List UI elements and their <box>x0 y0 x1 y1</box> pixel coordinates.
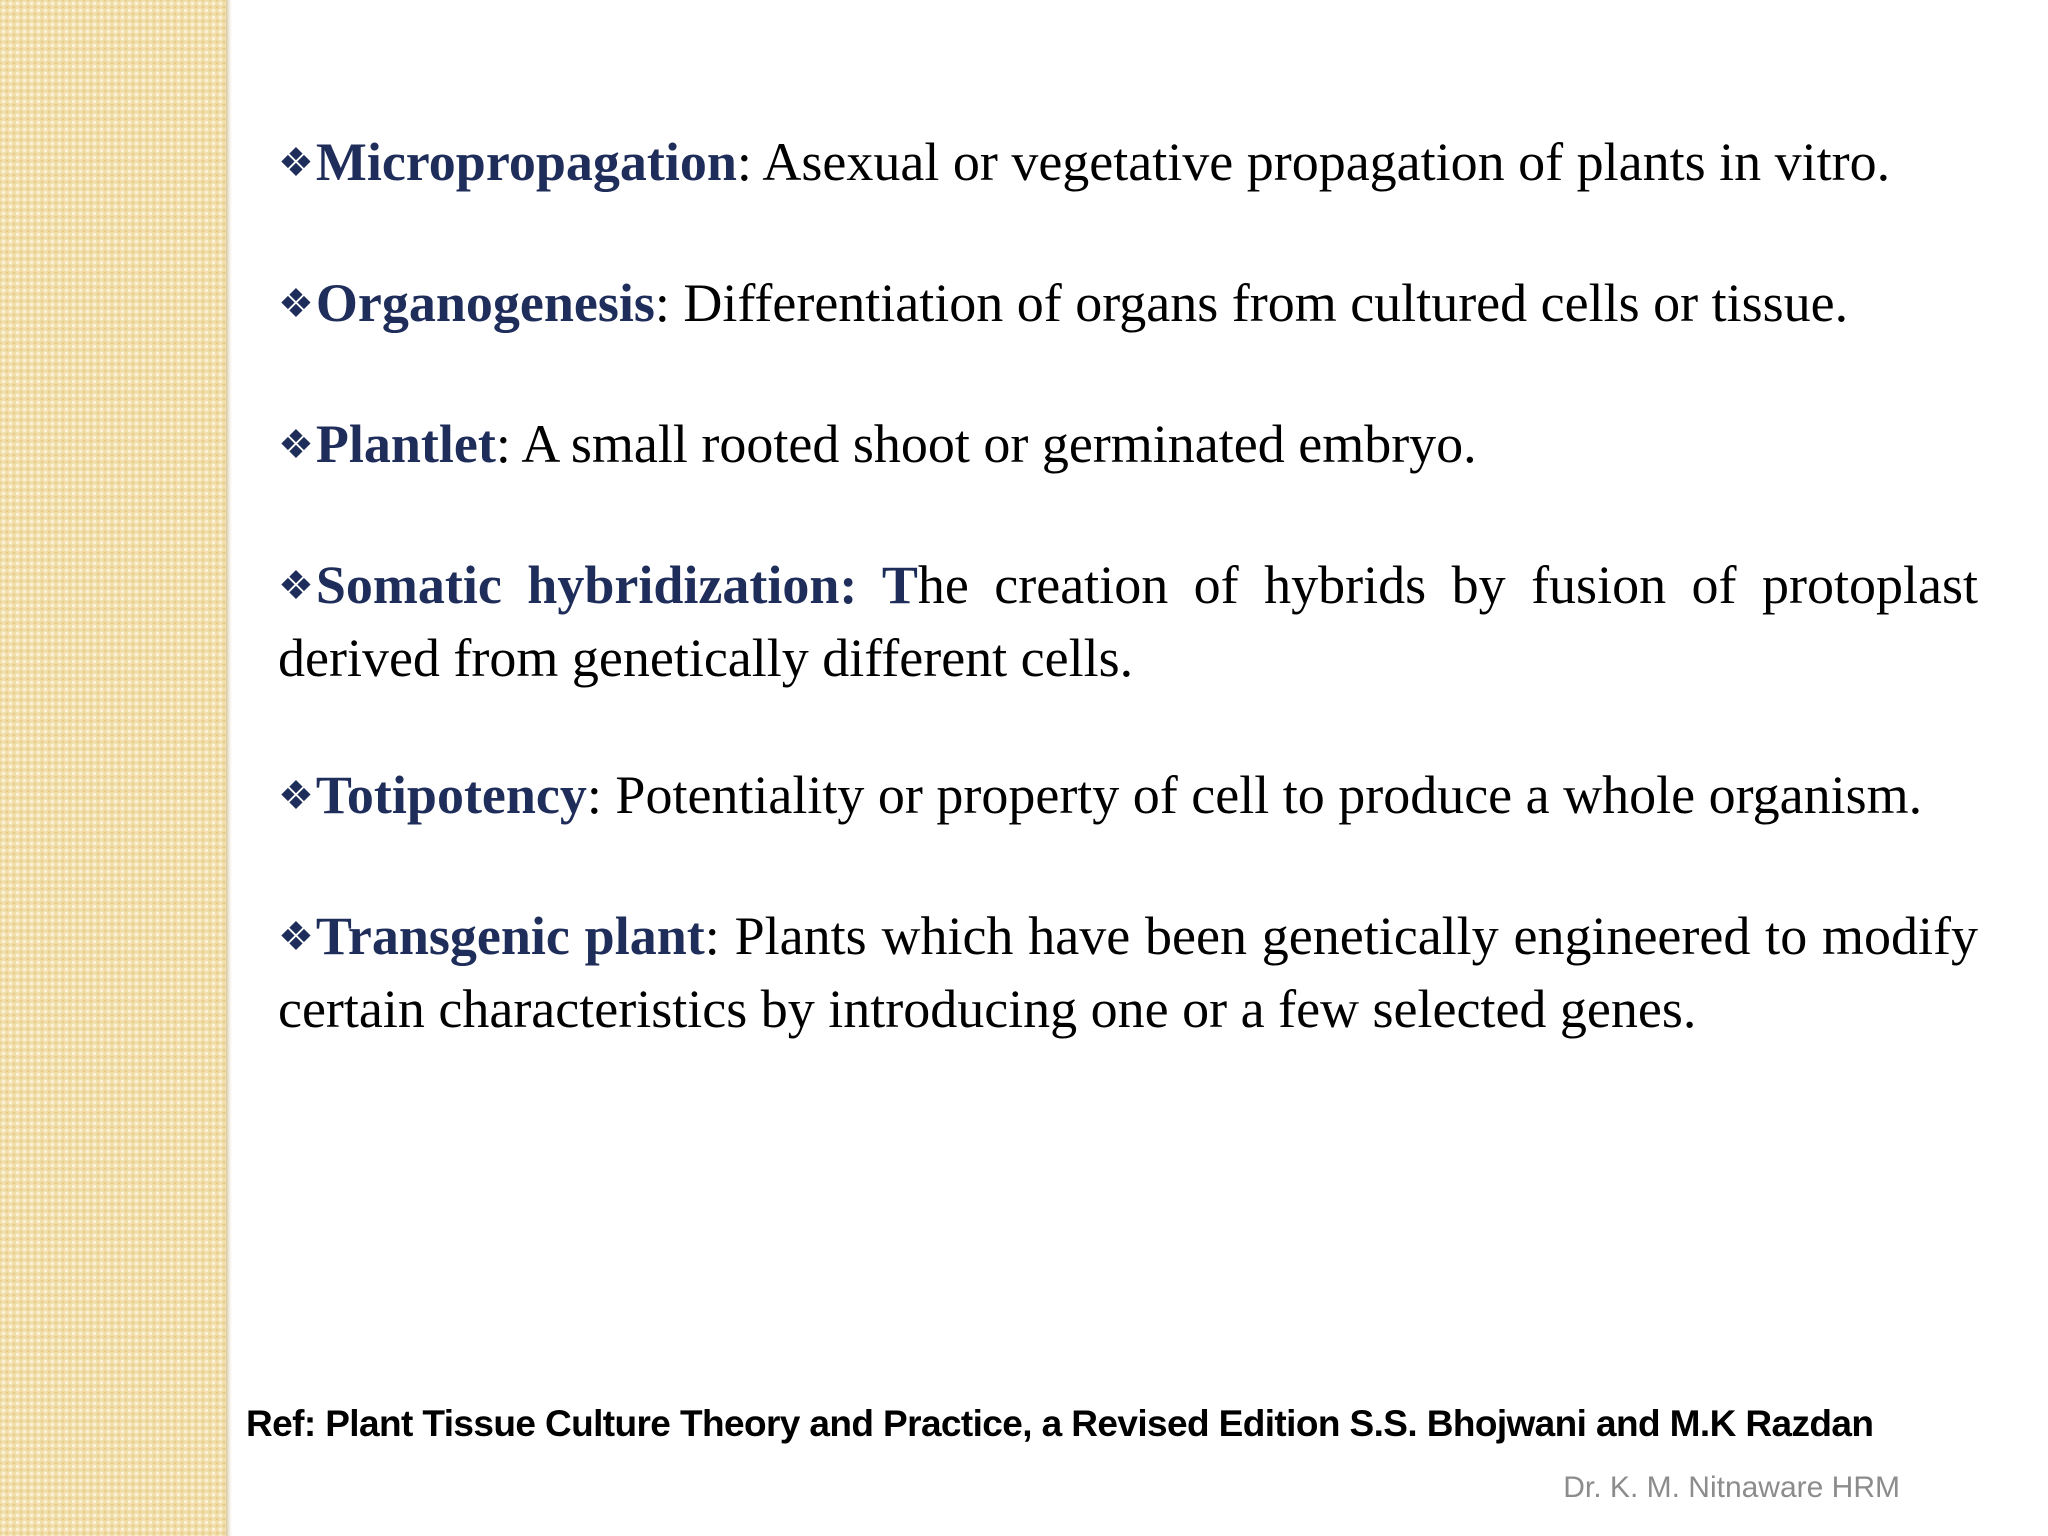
definition-text: Plants which have been genetically engineered to modify certain characteristics by introducing one or a few selected genes. <box>278 906 1979 1039</box>
definition-text: Asexual or vegetative propagation of plants in vitro. <box>751 132 1891 192</box>
definition-item-transgenic-plant <box>278 902 1978 1044</box>
definition-term: Transgenic plant <box>315 906 705 966</box>
diamond-bullet-icon: ❖ <box>278 140 314 185</box>
definition-item-micropropagation <box>278 128 1978 201</box>
definition-term: Somatic hybridization: T <box>315 555 918 615</box>
definition-item-organogenesis <box>278 269 1978 342</box>
diamond-bullet-icon: ❖ <box>278 422 314 467</box>
definition-separator: : <box>704 906 720 966</box>
definition-term: Plantlet <box>315 414 496 474</box>
side-strip-shadow <box>226 0 232 1536</box>
definition-text: Potentiality or property of cell to produce a whole organism. <box>601 765 1923 825</box>
reference-citation: Ref: Plant Tissue Culture Theory and Practice, a Revised Edition S.S. Bhojwani and M.K Razdan <box>246 1403 1874 1444</box>
definition-text: Differentiation of organs from cultured cells or tissue. <box>669 273 1849 333</box>
definition-term: Micropropagation <box>315 132 737 192</box>
author-credit: Dr. K. M. Nitnaware HRM <box>1563 1471 1900 1504</box>
definitions-list <box>278 128 1978 1112</box>
diamond-bullet-icon: ❖ <box>278 914 314 959</box>
definition-text: A small rooted shoot or germinated embryo. <box>510 414 1477 474</box>
definition-separator: : <box>736 132 752 192</box>
definition-term: Totipotency <box>315 765 587 825</box>
diamond-bullet-icon: ❖ <box>278 281 314 326</box>
definition-item-totipotency <box>278 761 1978 834</box>
diamond-bullet-icon: ❖ <box>278 563 314 608</box>
definition-term: Organogenesis <box>315 273 655 333</box>
definition-separator: : <box>586 765 602 825</box>
definition-text: he creation of hybrids by fusion of protoplast derived from genetically different cells. <box>278 555 1978 688</box>
definition-separator: : <box>654 273 670 333</box>
definition-item-somatic-hybridization <box>278 551 1978 693</box>
definition-separator: : <box>495 414 511 474</box>
diamond-bullet-icon: ❖ <box>278 773 314 818</box>
decorative-side-strip <box>0 0 226 1536</box>
definition-item-plantlet <box>278 410 1978 483</box>
